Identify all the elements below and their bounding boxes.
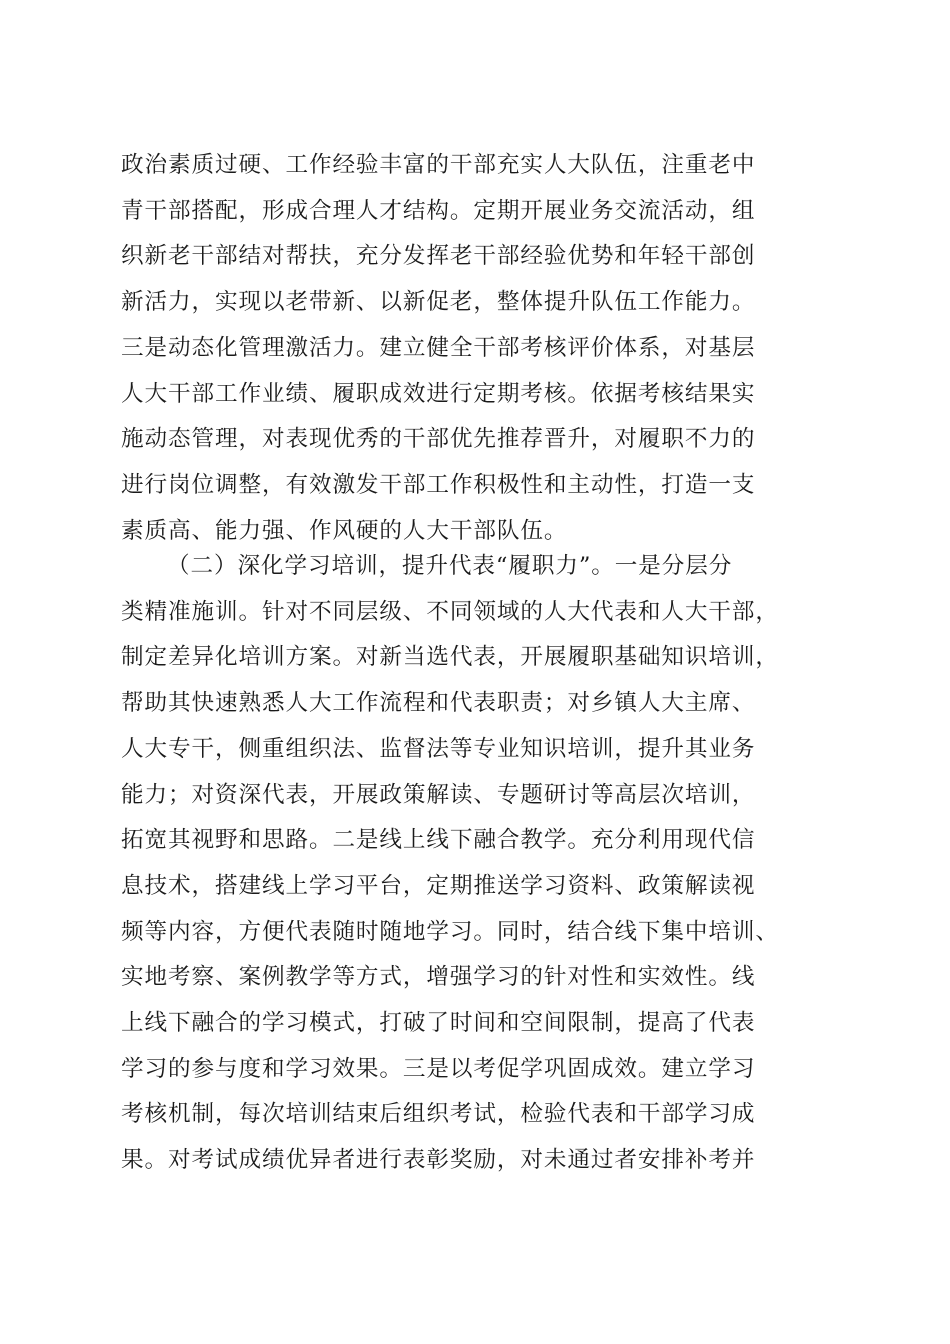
- text-line: 人大干部工作业绩、履职成效进行定期考核。依据考核结果实: [121, 380, 756, 407]
- text-line: 能力；对资深代表，开展政策解读、专题研讨等高层次培训，: [121, 781, 756, 808]
- text-line: 帮助其快速熟悉人大工作流程和代表职责；对乡镇人大主席、: [121, 690, 756, 717]
- text-line: 素质高、能力强、作风硬的人大干部队伍。: [121, 517, 568, 544]
- text-line: 三是动态化管理激活力。建立健全干部考核评价体系，对基层: [121, 334, 756, 361]
- text-line: 织新老干部结对帮扶，充分发挥老干部经验优势和年轻干部创: [121, 243, 756, 270]
- section-two-paragraph: [121, 544, 831, 1184]
- text-line: 进行岗位调整，有效激发干部工作积极性和主动性，打造一支: [121, 471, 756, 498]
- text-line: 类精准施训。针对不同层级、不同领域的人大代表和人大干部，: [121, 598, 779, 625]
- text-line: 施动态管理，对表现优秀的干部优先推荐晋升，对履职不力的: [121, 426, 756, 453]
- text-line: 青干部搭配，形成合理人才结构。定期开展业务交流活动，组: [121, 197, 756, 224]
- text-line: 实地考察、案例教学等方式，增强学习的针对性和实效性。线: [121, 964, 756, 991]
- text-line: 频等内容，方便代表随时随地学习。同时，结合线下集中培训、: [121, 918, 779, 945]
- paragraph-continued: [121, 143, 831, 554]
- text-line: 上线下融合的学习模式，打破了时间和空间限制，提高了代表: [121, 1010, 756, 1037]
- text-line: 考核机制，每次培训结束后组织考试，检验代表和干部学习成: [121, 1101, 756, 1128]
- text-line: 人大专干，侧重组织法、监督法等专业知识培训，提升其业务: [121, 735, 756, 762]
- section-heading-line: （二）深化学习培训，提升代表“履职力”。一是分层分: [167, 553, 733, 579]
- text-line: 制定差异化培训方案。对新当选代表，开展履职基础知识培训，: [121, 644, 779, 671]
- text-line: 新活力，实现以老带新、以新促老，整体提升队伍工作能力。: [121, 289, 756, 316]
- text-line: 息技术，搭建线上学习平台，定期推送学习资料、政策解读视: [121, 872, 756, 899]
- text-line: 学习的参与度和学习效果。三是以考促学巩固成效。建立学习: [121, 1055, 756, 1082]
- text-line: 拓宽其视野和思路。二是线上线下融合教学。充分利用现代信: [121, 827, 756, 854]
- text-line: 果。对考试成绩优异者进行表彰奖励，对未通过者安排补考并: [121, 1147, 756, 1174]
- text-line: 政治素质过硬、工作经验丰富的干部充实人大队伍，注重老中: [121, 152, 756, 178]
